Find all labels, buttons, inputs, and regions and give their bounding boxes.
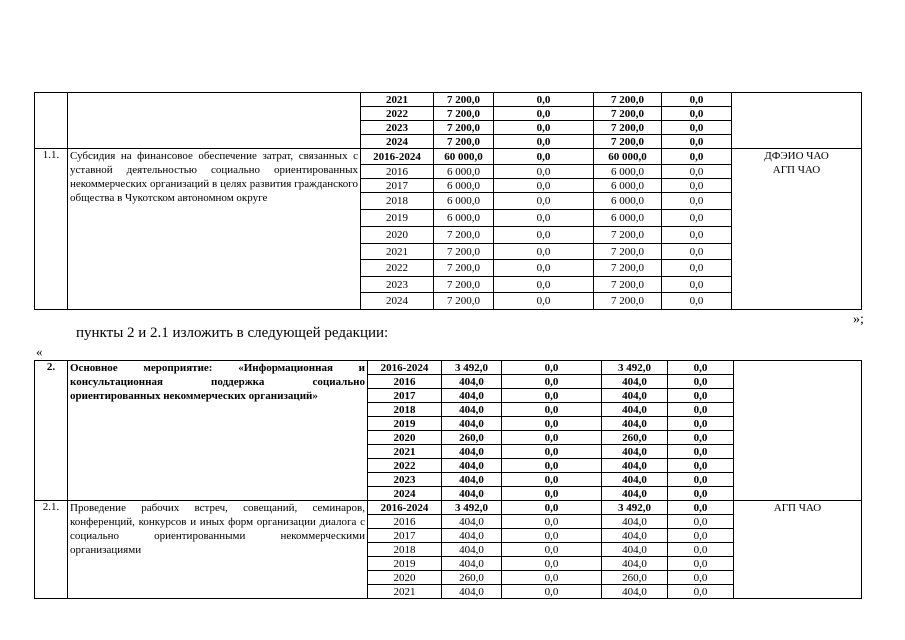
total-cell: 6 000,0 <box>434 193 494 210</box>
federal-cell: 0,0 <box>494 107 594 121</box>
year-cell: 2016 <box>361 165 434 179</box>
total-cell: 404,0 <box>442 487 502 501</box>
regional-cell: 3 492,0 <box>602 361 668 375</box>
other-cell: 0,0 <box>668 529 734 543</box>
regional-cell: 404,0 <box>602 445 668 459</box>
federal-cell: 0,0 <box>502 403 602 417</box>
executor-label: АГП ЧАО <box>773 502 822 514</box>
federal-cell: 0,0 <box>494 179 594 193</box>
total-cell: 7 200,0 <box>434 93 494 107</box>
federal-cell: 0,0 <box>502 389 602 403</box>
other-cell: 0,0 <box>662 121 732 135</box>
other-cell: 0,0 <box>668 473 734 487</box>
total-cell: 7 200,0 <box>434 121 494 135</box>
other-cell: 0,0 <box>668 585 734 599</box>
other-cell: 0,0 <box>668 515 734 529</box>
other-cell: 0,0 <box>662 227 732 244</box>
year-cell: 2021 <box>361 93 434 107</box>
year-cell: 2023 <box>361 121 434 135</box>
regional-cell: 6 000,0 <box>594 165 662 179</box>
other-cell: 0,0 <box>662 107 732 121</box>
year-cell: 2022 <box>361 260 434 277</box>
row-index: 2. <box>35 361 68 501</box>
federal-cell: 0,0 <box>502 515 602 529</box>
other-cell: 0,0 <box>668 487 734 501</box>
executor-cell <box>734 361 862 501</box>
total-cell: 6 000,0 <box>434 210 494 227</box>
other-cell: 0,0 <box>662 277 732 293</box>
federal-cell: 0,0 <box>502 571 602 585</box>
total-cell: 7 200,0 <box>434 277 494 293</box>
federal-cell: 0,0 <box>502 501 602 515</box>
regional-cell: 404,0 <box>602 585 668 599</box>
federal-cell: 0,0 <box>502 445 602 459</box>
year-cell: 2024 <box>368 487 442 501</box>
regional-cell: 260,0 <box>602 571 668 585</box>
regional-cell: 6 000,0 <box>594 210 662 227</box>
year-cell: 2020 <box>361 227 434 244</box>
other-cell: 0,0 <box>662 260 732 277</box>
total-cell: 6 000,0 <box>434 165 494 179</box>
federal-cell: 0,0 <box>502 431 602 445</box>
federal-cell: 0,0 <box>494 193 594 210</box>
other-cell: 0,0 <box>662 93 732 107</box>
federal-cell: 0,0 <box>502 557 602 571</box>
table-row <box>35 501 862 515</box>
year-cell: 2016-2024 <box>368 501 442 515</box>
total-cell: 404,0 <box>442 515 502 529</box>
year-cell: 2018 <box>361 193 434 210</box>
regional-cell: 404,0 <box>602 417 668 431</box>
total-cell: 404,0 <box>442 459 502 473</box>
federal-cell: 0,0 <box>502 459 602 473</box>
federal-cell: 0,0 <box>494 260 594 277</box>
regional-cell: 7 200,0 <box>594 277 662 293</box>
federal-cell: 0,0 <box>502 473 602 487</box>
regional-cell: 6 000,0 <box>594 193 662 210</box>
federal-cell: 0,0 <box>502 361 602 375</box>
year-cell: 2016-2024 <box>368 361 442 375</box>
row-index: 2.1. <box>35 501 68 599</box>
other-cell: 0,0 <box>668 431 734 445</box>
federal-cell: 0,0 <box>502 417 602 431</box>
regional-cell: 7 200,0 <box>594 227 662 244</box>
federal-cell: 0,0 <box>494 121 594 135</box>
regional-cell: 404,0 <box>602 529 668 543</box>
year-cell: 2021 <box>368 585 442 599</box>
year-cell: 2024 <box>361 293 434 310</box>
total-cell: 404,0 <box>442 403 502 417</box>
year-cell: 2024 <box>361 135 434 149</box>
regional-cell: 3 492,0 <box>602 501 668 515</box>
regional-cell: 7 200,0 <box>594 293 662 310</box>
total-cell: 404,0 <box>442 375 502 389</box>
regional-cell: 404,0 <box>602 459 668 473</box>
regional-cell: 7 200,0 <box>594 244 662 260</box>
other-cell: 0,0 <box>662 179 732 193</box>
year-cell: 2021 <box>368 445 442 459</box>
other-cell: 0,0 <box>668 571 734 585</box>
regional-cell: 404,0 <box>602 375 668 389</box>
other-cell: 0,0 <box>668 459 734 473</box>
year-cell: 2019 <box>361 210 434 227</box>
other-cell: 0,0 <box>668 543 734 557</box>
year-cell: 2017 <box>361 179 434 193</box>
total-cell: 404,0 <box>442 473 502 487</box>
regional-cell: 7 200,0 <box>594 135 662 149</box>
year-cell: 2016-2024 <box>361 149 434 165</box>
regional-cell: 404,0 <box>602 515 668 529</box>
federal-cell: 0,0 <box>502 543 602 557</box>
year-cell: 2016 <box>368 375 442 389</box>
other-cell: 0,0 <box>662 293 732 310</box>
total-cell: 260,0 <box>442 571 502 585</box>
federal-cell: 0,0 <box>502 585 602 599</box>
year-cell: 2023 <box>361 277 434 293</box>
year-cell: 2020 <box>368 571 442 585</box>
federal-cell: 0,0 <box>494 165 594 179</box>
total-cell: 7 200,0 <box>434 107 494 121</box>
budget-table-2 <box>34 360 862 599</box>
other-cell: 0,0 <box>662 149 732 165</box>
total-cell: 260,0 <box>442 431 502 445</box>
other-cell: 0,0 <box>662 210 732 227</box>
executor-label: ДФЭИО ЧАО <box>764 150 829 162</box>
regional-cell: 260,0 <box>602 431 668 445</box>
regional-cell: 7 200,0 <box>594 121 662 135</box>
other-cell: 0,0 <box>668 557 734 571</box>
year-cell: 2018 <box>368 403 442 417</box>
regional-cell: 7 200,0 <box>594 260 662 277</box>
year-cell: 2022 <box>368 459 442 473</box>
amendment-heading: пункты 2 и 2.1 изложить в следующей редакции: <box>76 325 389 341</box>
federal-cell: 0,0 <box>494 93 594 107</box>
executor-cell <box>734 501 862 599</box>
federal-cell: 0,0 <box>494 210 594 227</box>
total-cell: 6 000,0 <box>434 179 494 193</box>
total-cell: 404,0 <box>442 417 502 431</box>
federal-cell: 0,0 <box>494 244 594 260</box>
other-cell: 0,0 <box>668 389 734 403</box>
federal-cell: 0,0 <box>494 227 594 244</box>
total-cell: 3 492,0 <box>442 501 502 515</box>
regional-cell: 404,0 <box>602 389 668 403</box>
regional-cell: 404,0 <box>602 557 668 571</box>
regional-cell: 404,0 <box>602 473 668 487</box>
other-cell: 0,0 <box>662 193 732 210</box>
other-cell: 0,0 <box>668 403 734 417</box>
year-cell: 2021 <box>361 244 434 260</box>
opening-quote: « <box>36 344 43 359</box>
activity-description: Проведение рабочих встреч, совещаний, семинаров, конференций, конкурсов и иных форм организации диалога с социально ориентированными некоммерческими организациями <box>68 501 368 599</box>
total-cell: 60 000,0 <box>434 149 494 165</box>
other-cell: 0,0 <box>668 375 734 389</box>
other-cell: 0,0 <box>668 361 734 375</box>
year-cell: 2023 <box>368 473 442 487</box>
table-row <box>35 361 862 375</box>
description-cell <box>68 93 361 149</box>
federal-cell: 0,0 <box>502 375 602 389</box>
regional-cell: 60 000,0 <box>594 149 662 165</box>
other-cell: 0,0 <box>662 244 732 260</box>
executor-label: АГП ЧАО <box>772 164 821 176</box>
table-row <box>35 149 862 165</box>
total-cell: 404,0 <box>442 529 502 543</box>
other-cell: 0,0 <box>668 445 734 459</box>
row-index: 1.1. <box>35 149 68 310</box>
budget-table-1 <box>34 92 862 310</box>
year-cell: 2017 <box>368 529 442 543</box>
year-cell: 2019 <box>368 557 442 571</box>
year-cell: 2020 <box>368 431 442 445</box>
total-cell: 404,0 <box>442 543 502 557</box>
other-cell: 0,0 <box>668 417 734 431</box>
total-cell: 7 200,0 <box>434 244 494 260</box>
federal-cell: 0,0 <box>494 293 594 310</box>
total-cell: 404,0 <box>442 445 502 459</box>
activity-description: Основное мероприятие: «Информационная и консультационная поддержка социально ориентированных некоммерческих организаций» <box>68 361 368 501</box>
year-cell: 2017 <box>368 389 442 403</box>
total-cell: 404,0 <box>442 557 502 571</box>
year-cell: 2022 <box>361 107 434 121</box>
total-cell: 3 492,0 <box>442 361 502 375</box>
index-cell <box>35 93 68 149</box>
total-cell: 7 200,0 <box>434 135 494 149</box>
federal-cell: 0,0 <box>494 277 594 293</box>
other-cell: 0,0 <box>662 135 732 149</box>
regional-cell: 404,0 <box>602 403 668 417</box>
regional-cell: 7 200,0 <box>594 107 662 121</box>
regional-cell: 6 000,0 <box>594 179 662 193</box>
total-cell: 404,0 <box>442 585 502 599</box>
federal-cell: 0,0 <box>494 149 594 165</box>
regional-cell: 7 200,0 <box>594 93 662 107</box>
other-cell: 0,0 <box>662 165 732 179</box>
year-cell: 2016 <box>368 515 442 529</box>
total-cell: 7 200,0 <box>434 260 494 277</box>
federal-cell: 0,0 <box>494 135 594 149</box>
year-cell: 2018 <box>368 543 442 557</box>
regional-cell: 404,0 <box>602 487 668 501</box>
executor-cell <box>732 93 862 149</box>
federal-cell: 0,0 <box>502 529 602 543</box>
executor-cell <box>732 149 862 310</box>
regional-cell: 404,0 <box>602 543 668 557</box>
federal-cell: 0,0 <box>502 487 602 501</box>
total-cell: 7 200,0 <box>434 293 494 310</box>
year-cell: 2019 <box>368 417 442 431</box>
total-cell: 404,0 <box>442 389 502 403</box>
total-cell: 7 200,0 <box>434 227 494 244</box>
activity-description: Субсидия на финансовое обеспечение затрат, связанных с уставной деятельностью социально ориентированных некоммерческих организаций в целях развития гражданского общества в Чукотском автономном округе <box>68 149 361 310</box>
other-cell: 0,0 <box>668 501 734 515</box>
table-row <box>35 93 862 107</box>
closing-quote: »; <box>853 312 864 327</box>
